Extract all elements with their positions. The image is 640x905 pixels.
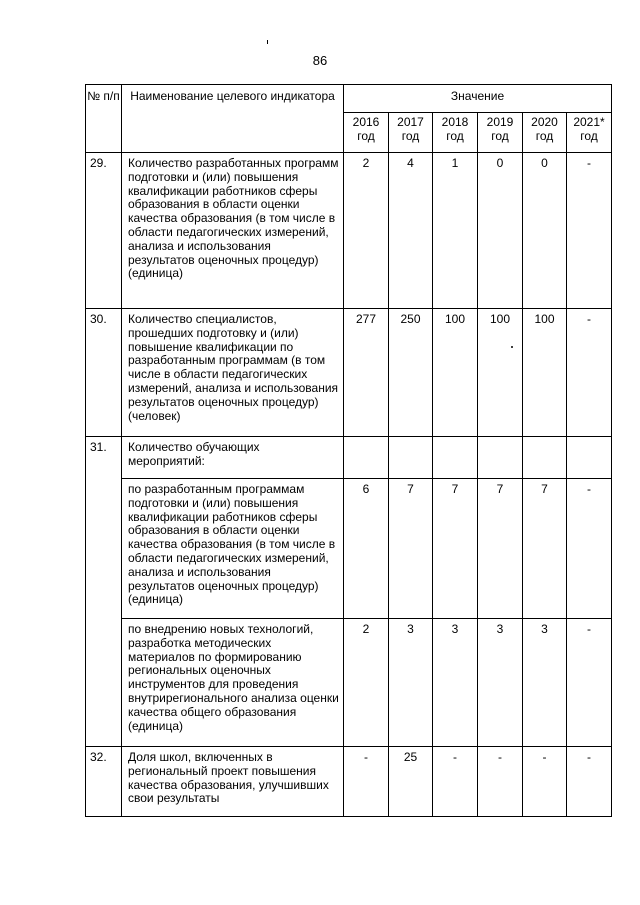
value-cell: 7 (478, 479, 523, 619)
value-cell: 7 (523, 479, 567, 619)
table-subrow (86, 619, 612, 747)
value-cell: - (478, 747, 523, 817)
value-cell: 4 (389, 153, 433, 309)
indicator-table (85, 84, 612, 817)
value-cell: 0 (478, 153, 523, 309)
row-name: Количество специалистов, прошедших подготовку и (или) повышение квалификации по разработанным программам (в том числе в области педагогических измерений, анализа и использования результатов оценочных процедур) (человек) (122, 309, 344, 437)
value-cell: - (567, 619, 612, 747)
value-cell: 7 (389, 479, 433, 619)
value-cell: 277 (344, 309, 389, 437)
value-cell: 2 (344, 153, 389, 309)
table-subrow (86, 479, 612, 619)
value-cell: 3 (389, 619, 433, 747)
row-name: Количество обучающих мероприятий: (122, 437, 344, 479)
value-cell (567, 437, 612, 479)
table-row (86, 153, 612, 309)
value-cell: 100 (523, 309, 567, 437)
value-cell (433, 437, 478, 479)
value-cell: 250 (389, 309, 433, 437)
value-cell: - (567, 309, 612, 437)
value-cell: - (567, 747, 612, 817)
value-cell: 1 (433, 153, 478, 309)
value-cell: 3 (523, 619, 567, 747)
value-cell: 0 (523, 153, 567, 309)
value-cell: 3 (478, 619, 523, 747)
row-number: 29. (86, 153, 122, 309)
header-year: 2020 год (523, 113, 567, 153)
value-cell (478, 437, 523, 479)
header-year: 2019 год (478, 113, 523, 153)
subrow-name: по внедрению новых технологий, разработка методических материалов по формированию региональных оценочных инструментов для проведения внутрирегионального анализа оценки качества общего образования (единица) (122, 619, 344, 747)
value-cell: - (433, 747, 478, 817)
table-row (86, 747, 612, 817)
header-name: Наименование целевого индикатора (122, 85, 344, 153)
value-cell (344, 437, 389, 479)
value-cell: 100 (478, 309, 523, 437)
page-number: 86 (312, 53, 328, 68)
value-cell: - (344, 747, 389, 817)
value-cell: 6 (344, 479, 389, 619)
row-number: 31. (86, 437, 122, 747)
table-row (86, 437, 612, 479)
value-cell (523, 437, 567, 479)
table-row (86, 309, 612, 437)
header-year: 2018 год (433, 113, 478, 153)
row-number: 32. (86, 747, 122, 817)
value-cell: - (567, 479, 612, 619)
header-num: № п/п (86, 85, 122, 153)
header-year: 2017 год (389, 113, 433, 153)
value-cell: 3 (433, 619, 478, 747)
value-cell (389, 437, 433, 479)
row-number: 30. (86, 309, 122, 437)
scan-mark (267, 40, 268, 44)
header-row (86, 85, 612, 113)
row-name: Количество разработанных программ подготовки и (или) повышения квалификации работников сферы образования в области оценки качества образования (в том числе в области педагогических измерений, анализа и использования результатов оценочных процедур) (единица) (122, 153, 344, 309)
subrow-name: по разработанным программам подготовки и (или) повышения квалификации работников сферы образования в области оценки качества образования (в том числе в области педагогических измерений, анализа и использования результатов оценочных процедур) (единица) (122, 479, 344, 619)
value-cell: - (567, 153, 612, 309)
header-value: Значение (344, 85, 612, 113)
value-cell: - (523, 747, 567, 817)
value-cell: 100 (433, 309, 478, 437)
value-cell: 2 (344, 619, 389, 747)
row-name: Доля школ, включенных в региональный проект повышения качества образования, улучшивших свои результаты (122, 747, 344, 817)
header-year: 2016 год (344, 113, 389, 153)
header-year: 2021* год (567, 113, 612, 153)
value-cell: 25 (389, 747, 433, 817)
value-cell: 7 (433, 479, 478, 619)
